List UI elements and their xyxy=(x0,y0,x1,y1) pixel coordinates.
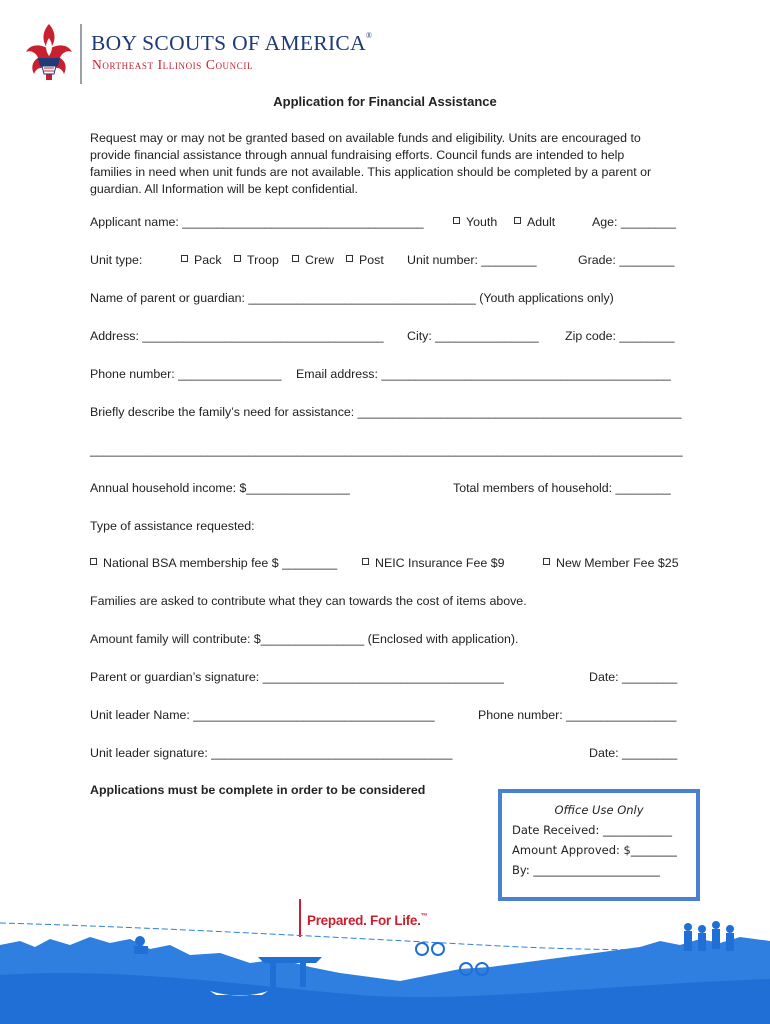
email-address-field[interactable]: Email address: __________________________________________ xyxy=(296,367,671,381)
date-field[interactable]: Date: ________ xyxy=(589,746,678,760)
age-field[interactable]: Age: ________ xyxy=(592,215,677,229)
household-members-field[interactable]: Total members of household: ________ xyxy=(453,481,671,495)
fleur-de-lis-eagle-icon xyxy=(22,22,76,86)
date-field[interactable]: Date: ________ xyxy=(589,670,678,684)
assistance-type-label: Type of assistance requested: xyxy=(90,519,255,533)
household-income-field[interactable]: Annual household income: $_______________ xyxy=(90,481,350,495)
checkbox-icon[interactable] xyxy=(453,217,460,224)
youth-option[interactable]: Youth xyxy=(453,215,497,229)
org-name: BOY SCOUTS OF AMERICA® xyxy=(91,31,373,55)
intro-line: guardian. All Information will be kept confidential. xyxy=(90,182,358,196)
checkbox-icon[interactable] xyxy=(346,255,353,262)
families-note: Families are asked to contribute what they can towards the cost of items above. xyxy=(90,594,527,608)
new-member-fee-option[interactable]: New Member Fee $25 xyxy=(543,556,679,570)
intro-line: Request may or may not be granted based on available funds and eligibility. Units are encouraged to xyxy=(90,131,641,145)
checkbox-icon[interactable] xyxy=(543,558,550,565)
unit-leader-phone-field[interactable]: Phone number: ________________ xyxy=(478,708,677,722)
troop-option[interactable]: Troop xyxy=(234,253,279,267)
unit-leader-name-field[interactable]: Unit leader Name: ___________________________________ xyxy=(90,708,435,722)
city-field[interactable]: City: _______________ xyxy=(407,329,539,343)
checkbox-icon[interactable] xyxy=(181,255,188,262)
office-use-title: Office Use Only xyxy=(554,803,644,817)
form-title: Application for Financial Assistance xyxy=(273,94,497,109)
national-fee-option[interactable]: National BSA membership fee $ ________ xyxy=(90,556,337,570)
need-description-field[interactable]: Briefly describe the family’s need for assistance: _______________________________________________ xyxy=(90,405,682,419)
checkbox-icon[interactable] xyxy=(234,255,241,262)
parent-signature-field[interactable]: Parent or guardian’s signature: ___________________________________ xyxy=(90,670,504,684)
checkbox-icon[interactable] xyxy=(362,558,369,565)
pack-option[interactable]: Pack xyxy=(181,253,222,267)
applicant-name-field[interactable]: Applicant name: ___________________________________ xyxy=(90,215,424,229)
unit-number-field[interactable]: Unit number: ________ xyxy=(407,253,537,267)
unit-type-label: Unit type: xyxy=(90,253,143,267)
intro-line: families in need when unit funds are not available. This application should be completed by a parent or xyxy=(90,165,652,179)
checkbox-icon[interactable] xyxy=(292,255,299,262)
family-contribution-field[interactable]: Amount family will contribute: $_______________ (Enclosed with application). xyxy=(90,632,519,646)
office-use-box xyxy=(498,789,700,901)
tagline: Prepared. For Life.™ xyxy=(307,913,428,928)
neic-fee-option[interactable]: NEIC Insurance Fee $9 xyxy=(362,556,504,570)
checkbox-icon[interactable] xyxy=(90,558,97,565)
checkbox-icon[interactable] xyxy=(514,217,521,224)
complete-notice: Applications must be complete in order to be considered xyxy=(90,783,426,797)
zip-code-field[interactable]: Zip code: ________ xyxy=(565,329,675,343)
intro-paragraph xyxy=(90,130,690,198)
unit-leader-signature-field[interactable]: Unit leader signature: ___________________________________ xyxy=(90,746,453,760)
need-description-line[interactable]: ______________________________________________________________________________________ xyxy=(90,443,683,457)
amount-approved-field: Amount Approved: $________ xyxy=(512,843,677,857)
post-option[interactable]: Post xyxy=(346,253,384,267)
crew-option[interactable]: Crew xyxy=(292,253,334,267)
adult-option[interactable]: Adult xyxy=(514,215,555,229)
phone-number-field[interactable]: Phone number: _______________ xyxy=(90,367,282,381)
intro-line: provide financial assistance through annual fundraising efforts. Council funds are intended to help xyxy=(90,148,625,162)
outdoor-landscape-illustration xyxy=(0,915,770,1024)
header-divider xyxy=(80,24,82,84)
date-received-field: Date Received: ____________ xyxy=(512,823,672,837)
parent-name-field[interactable]: Name of parent or guardian: _________________________________ (Youth applications only) xyxy=(90,291,614,305)
approved-by-field: By: ______________________ xyxy=(512,863,660,877)
grade-field[interactable]: Grade: ________ xyxy=(578,253,675,267)
address-field[interactable]: Address: ___________________________________ xyxy=(90,329,384,343)
council-name: Northeast Illinois Council xyxy=(92,57,254,72)
